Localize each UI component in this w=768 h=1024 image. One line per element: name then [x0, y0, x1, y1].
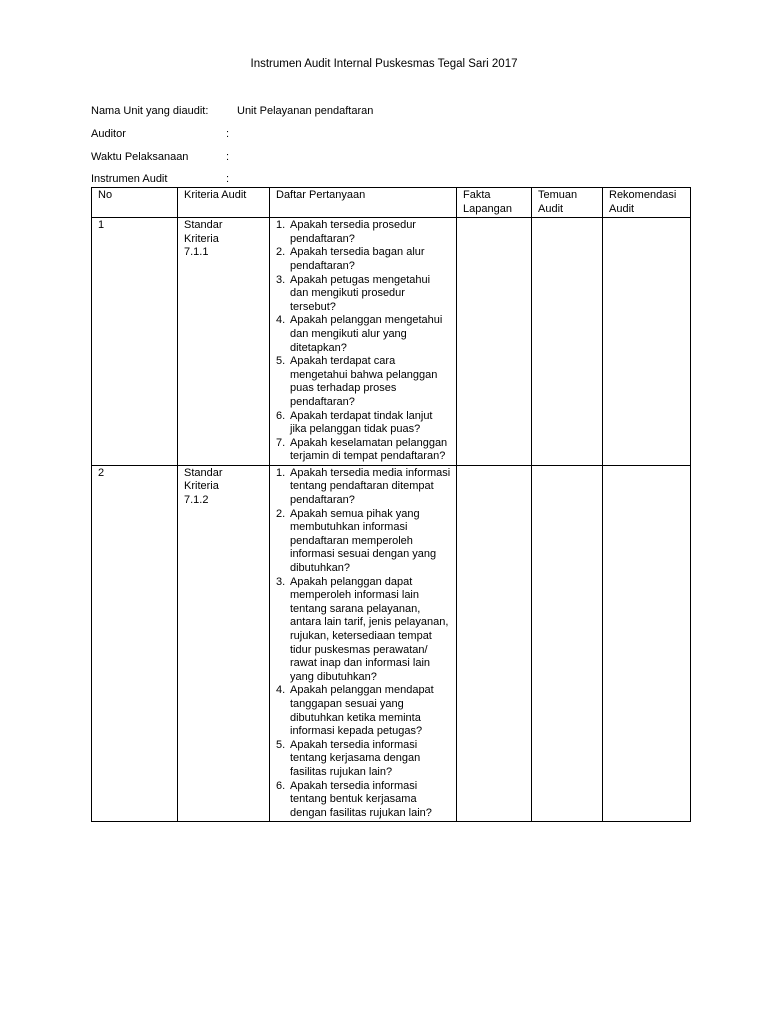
audit-table	[91, 187, 691, 822]
row-rekomendasi-audit-cell[interactable]	[603, 218, 691, 466]
header-rekomendasi-audit: Rekomendasi Audit	[603, 188, 691, 218]
question-item	[276, 314, 451, 355]
meta-row-auditor	[91, 128, 236, 140]
meta-row-waktu	[91, 151, 236, 163]
question-number: 5.	[276, 738, 286, 751]
question-text: Apakah tersedia informasi tentang kerjasama dengan fasilitas rujukan lain?	[290, 738, 421, 778]
question-text: Apakah pelanggan dapat memperoleh informasi lain tentang sarana pelayanan, antara lain tarif, jenis pelayanan, rujukan, ketersediaan tempat tidur puskesmas perawatan/ rawat inap dan informasi lain yang dibutuhkan?	[290, 575, 449, 683]
auditor-label: Auditor	[91, 128, 126, 140]
question-text: Apakah tersedia bagan alur pendaftaran?	[290, 246, 425, 272]
question-text: Apakah tersedia prosedur pendaftaran?	[290, 219, 416, 245]
question-text: Apakah pelanggan mendapat tanggapan sesuai yang dibutuhkan ketika meminta informasi kepada petugas?	[290, 684, 434, 738]
header-daftar-pertanyaan: Daftar Pertanyaan	[270, 188, 457, 218]
question-text: Apakah terdapat tindak lanjut jika pelanggan tidak puas?	[290, 409, 433, 436]
question-item	[276, 355, 451, 409]
meta-row-instrumen	[91, 173, 236, 185]
row-temuan-audit-cell[interactable]	[532, 465, 603, 821]
question-item	[276, 274, 451, 315]
question-text: Apakah terdapat cara mengetahui bahwa pelanggan puas terhadap proses pendaftaran?	[290, 355, 438, 408]
row-rekomendasi-audit-cell[interactable]	[603, 465, 691, 821]
question-number: 1.	[276, 219, 286, 232]
row-questions	[270, 218, 457, 466]
row-no: 1	[92, 218, 178, 466]
question-item	[276, 780, 451, 821]
row-no: 2	[92, 465, 178, 821]
question-item	[276, 246, 451, 273]
question-item	[276, 508, 451, 576]
header-no: No	[92, 188, 178, 218]
header-fakta-lapangan: Fakta Lapangan	[457, 188, 532, 218]
header-kriteria-audit: Kriteria Audit	[178, 188, 270, 218]
auditor-colon: :	[226, 128, 230, 140]
row-temuan-audit-cell[interactable]	[532, 218, 603, 466]
row-kriteria: Standar Kriteria 7.1.2	[178, 465, 270, 821]
question-item	[276, 437, 451, 464]
meta-row-nama-unit	[91, 105, 373, 117]
nama-unit-label: Nama Unit yang diaudit:	[91, 105, 209, 117]
question-number: 7.	[276, 436, 286, 449]
question-item	[276, 219, 451, 246]
question-text: Apakah keselamatan pelanggan terjamin di tempat pendaftaran?	[290, 436, 448, 463]
row-kriteria: Standar Kriteria 7.1.1	[178, 218, 270, 466]
nama-unit-value: Unit Pelayanan pendaftaran	[237, 105, 374, 117]
document-title: Instrumen Audit Internal Puskesmas Tegal Sari 2017	[250, 58, 518, 70]
question-item	[276, 576, 451, 685]
question-number: 1.	[276, 466, 286, 479]
instrumen-colon: :	[226, 173, 230, 185]
question-item	[276, 467, 451, 508]
question-item	[276, 739, 451, 780]
question-text: Apakah petugas mengetahui dan mengikuti prosedur tersebut?	[290, 273, 431, 313]
question-item	[276, 684, 451, 738]
question-list	[276, 467, 451, 820]
question-text: Apakah tersedia media informasi tentang pendaftaran ditempat pendaftaran?	[290, 466, 451, 507]
question-number: 4.	[276, 314, 286, 327]
question-number: 4.	[276, 684, 286, 697]
waktu-label: Waktu Pelaksanaan	[91, 151, 189, 163]
table-header-row	[92, 188, 691, 218]
question-number: 3.	[276, 273, 286, 286]
table-row	[92, 465, 691, 821]
question-item	[276, 410, 451, 437]
question-number: 3.	[276, 575, 286, 588]
question-number: 5.	[276, 355, 286, 368]
question-number: 6.	[276, 779, 286, 792]
row-questions	[270, 465, 457, 821]
question-text: Apakah tersedia informasi tentang bentuk kerjasama dengan fasilitas rujukan lain?	[290, 779, 432, 819]
instrumen-label: Instrumen Audit	[91, 173, 168, 185]
question-number: 6.	[276, 409, 286, 422]
question-text: Apakah semua pihak yang membutuhkan informasi pendaftaran memperoleh informasi sesuai dengan yang dibutuhkan?	[290, 507, 437, 575]
question-list	[276, 219, 451, 464]
question-number: 2.	[276, 246, 286, 259]
waktu-colon: :	[226, 151, 230, 163]
row-fakta-lapangan-cell[interactable]	[457, 218, 532, 466]
row-fakta-lapangan-cell[interactable]	[457, 465, 532, 821]
question-number: 2.	[276, 507, 286, 520]
question-text: Apakah pelanggan mengetahui dan mengikuti alur yang ditetapkan?	[290, 314, 443, 354]
header-temuan-audit: Temuan Audit	[532, 188, 603, 218]
table-row	[92, 218, 691, 466]
